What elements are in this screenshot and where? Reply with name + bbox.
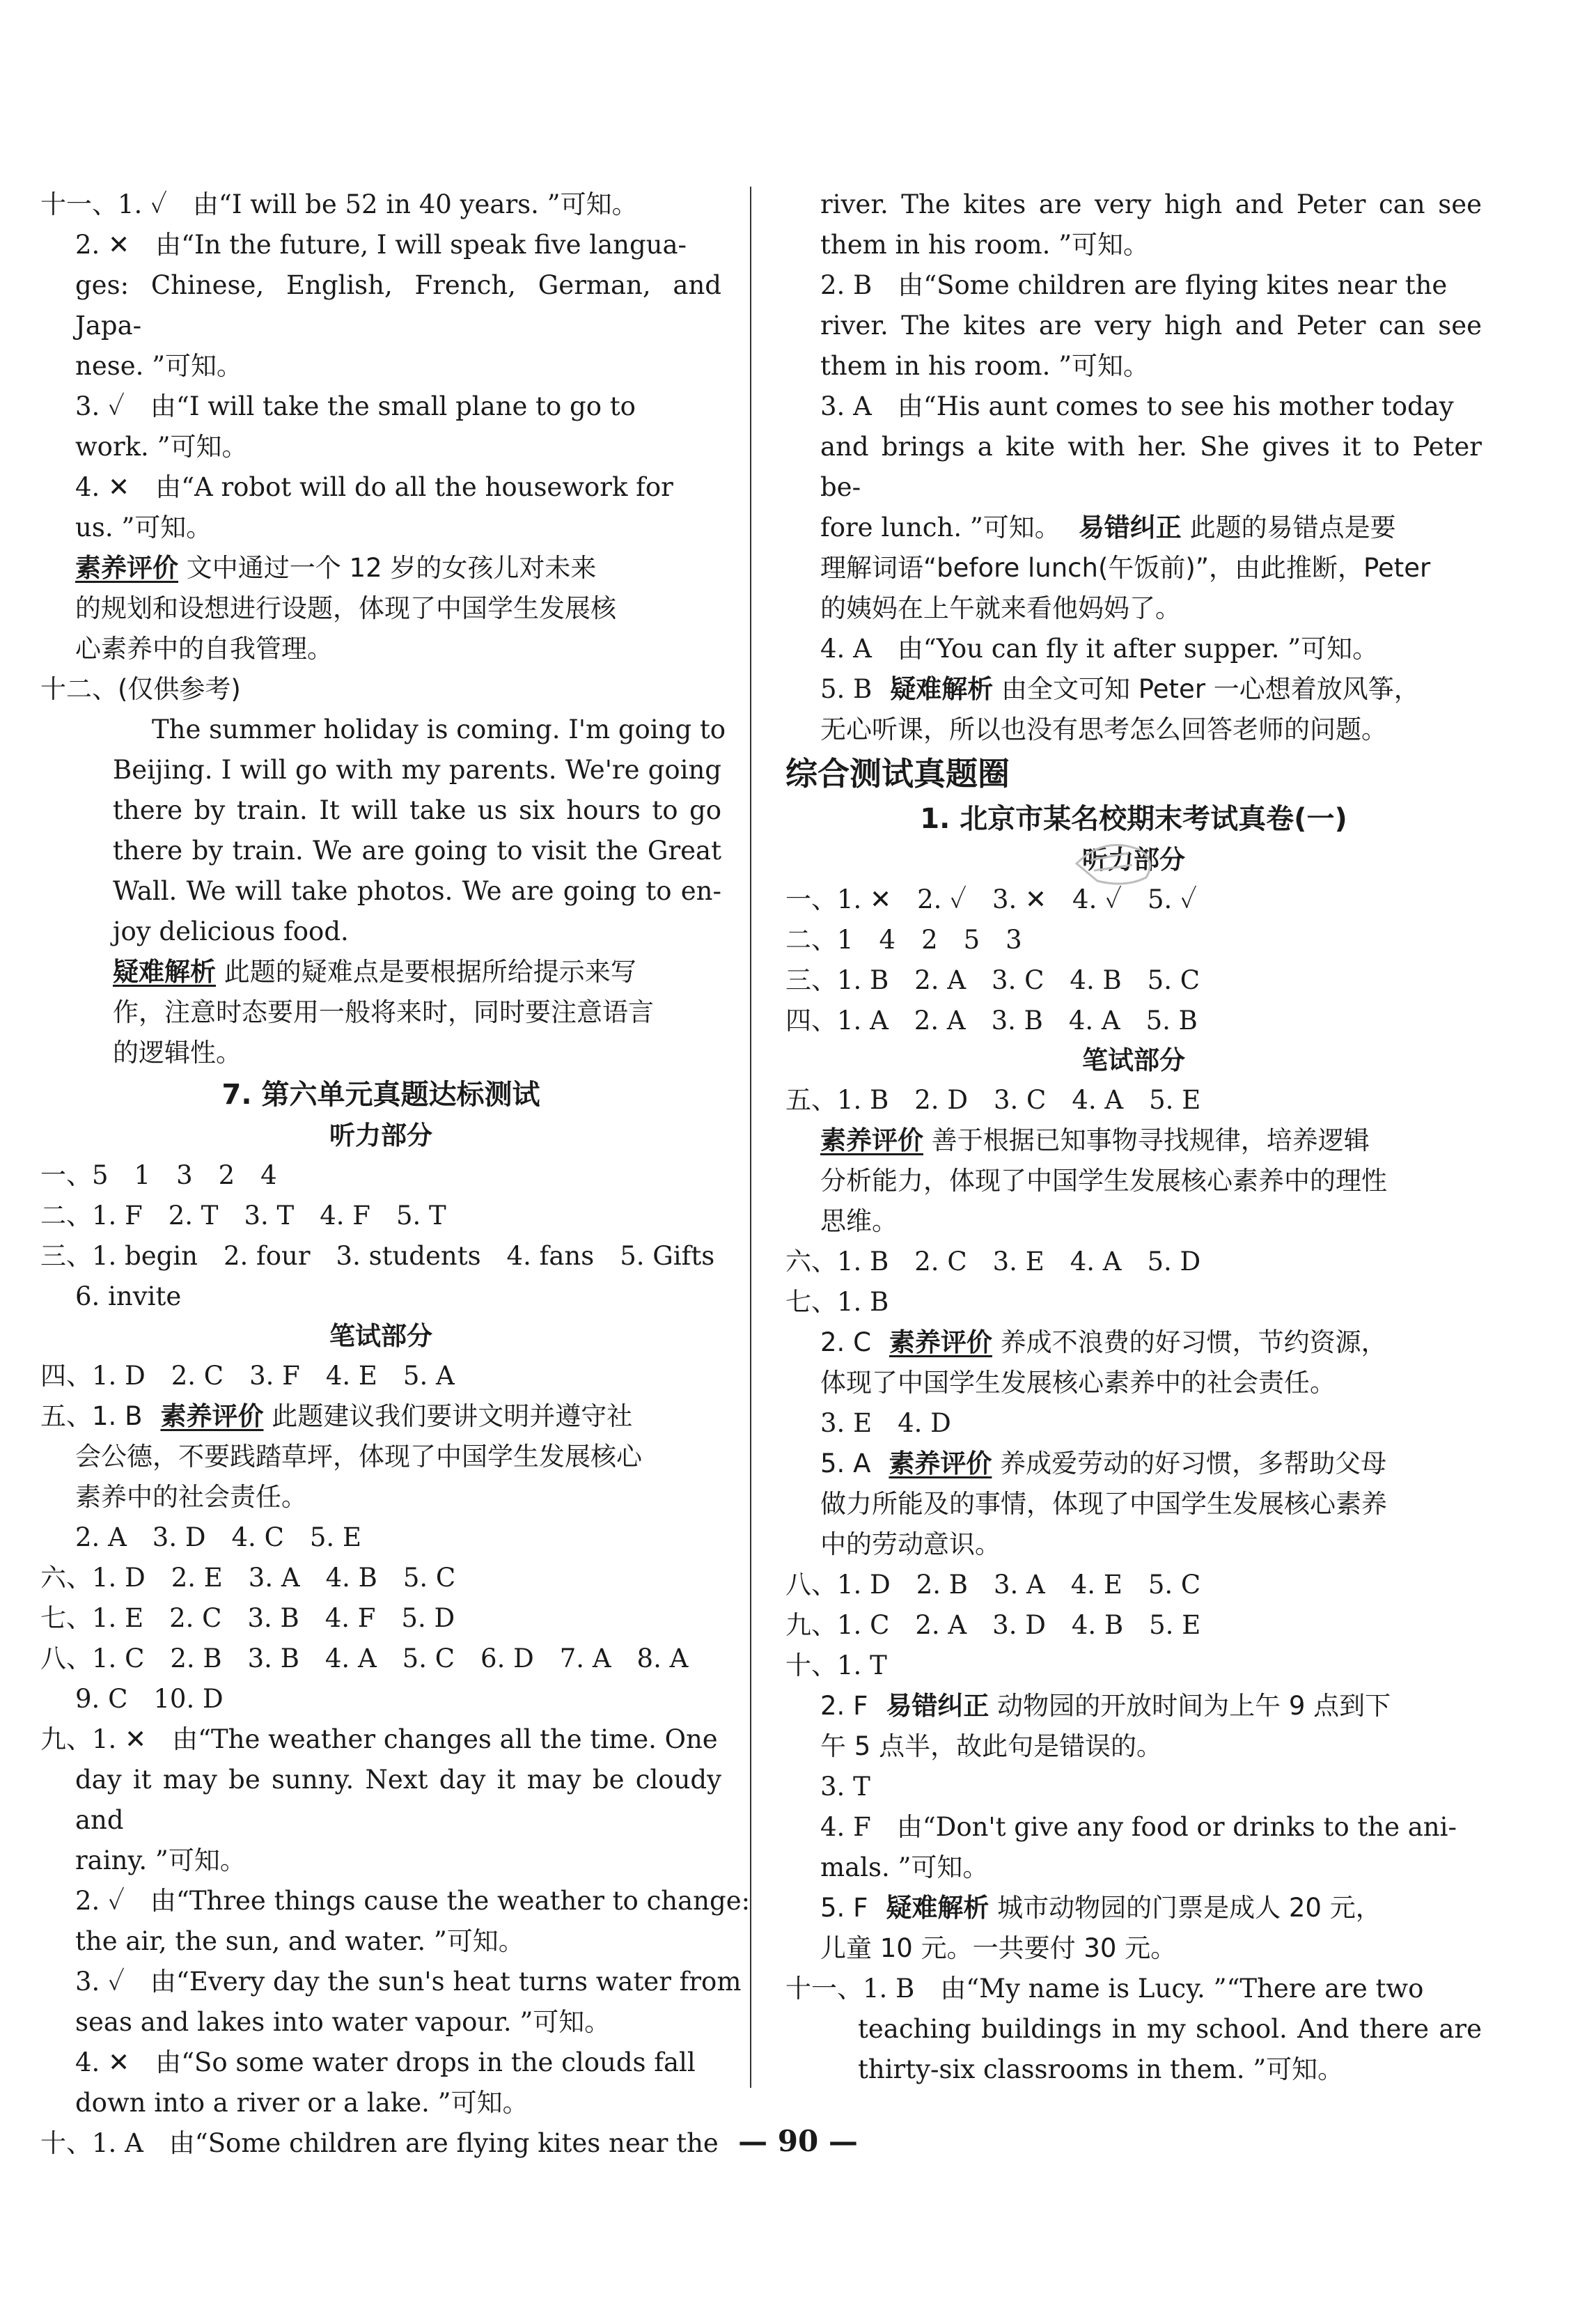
answer-line: 一、5 1 3 2 4 bbox=[40, 1160, 277, 1190]
answer-line: them in his room. ”可知。 bbox=[820, 351, 1150, 381]
note-text: 由全文可知 Peter 一心想着放风筝， bbox=[1001, 674, 1420, 704]
answer-line bbox=[785, 1888, 1482, 1928]
essay-line: The summer holiday is coming. I'm going to bbox=[152, 715, 726, 744]
essay-line: there by train. We are going to visit the Great bbox=[113, 836, 721, 866]
answer-line: 3. A 由“His aunt comes to see his mother today bbox=[820, 391, 1454, 421]
answer-line: and brings a kite with her. She gives it to Peter be- bbox=[820, 432, 1482, 502]
note-tag: 素养评价 bbox=[889, 1449, 992, 1478]
listening-heading: 听力部分 bbox=[1082, 845, 1185, 875]
answer-prefix: 2. F bbox=[820, 1691, 868, 1721]
answer-line: rainy. ”可知。 bbox=[75, 1845, 246, 1875]
note-text: 此题的易错点是要 bbox=[1189, 513, 1396, 542]
note-text: 文中通过一个 12 岁的女孩儿对未来 bbox=[186, 553, 597, 583]
note-text: 此题建议我们要讲文明并遵守社 bbox=[272, 1401, 633, 1431]
answer-line: 五、1. B 2. D 3. C 4. A 5. E bbox=[785, 1085, 1201, 1115]
note-tag: 素养评价 bbox=[820, 1125, 923, 1155]
answer-line: 八、1. D 2. B 3. A 4. E 5. C bbox=[785, 1570, 1201, 1600]
answer-line: 三、1. B 2. A 3. C 4. B 5. C bbox=[785, 965, 1200, 995]
answer-line: 四、1. D 2. C 3. F 4. E 5. A bbox=[40, 1361, 455, 1391]
answer-line bbox=[785, 669, 1482, 710]
answer-line: seas and lakes into water vapour. ”可知。 bbox=[75, 2007, 611, 2037]
note-text: 此题的疑难点是要根据所给提示来写 bbox=[224, 957, 636, 987]
answer-line: 七、1. B bbox=[785, 1287, 889, 1317]
answer-prefix: 5. B bbox=[820, 674, 873, 704]
note-tag: 易错纠正 bbox=[886, 1691, 989, 1721]
answer-line: 3. ✓ 由“I will take the small plane to go to bbox=[75, 391, 636, 421]
answer-prefix: 2. C bbox=[820, 1327, 871, 1357]
answer-line: 3. E 4. D bbox=[820, 1408, 951, 1438]
answer-line bbox=[785, 1444, 1482, 1484]
answer-line bbox=[40, 1396, 721, 1437]
note-line: 儿童 10 元。一共要付 30 元。 bbox=[820, 1933, 1177, 1963]
left-column bbox=[40, 185, 751, 2164]
chapter-title: 综合测试真题圈 bbox=[785, 755, 1010, 793]
note-line: 体现了中国学生发展核心素养中的社会责任。 bbox=[820, 1368, 1336, 1398]
note-tag: 易错纠正 bbox=[1078, 513, 1182, 542]
note-line bbox=[785, 1121, 1482, 1161]
answer-line: mals. ”可知。 bbox=[820, 1852, 989, 1882]
answer-line: thirty-six classrooms in them. ”可知。 bbox=[858, 2054, 1344, 2084]
answer-line: 八、1. C 2. B 3. B 4. A 5. C 6. D 7. A 8. A bbox=[40, 1644, 689, 1673]
answer-line: 一、1. ✕ 2. ✓ 3. ✕ 4. ✓ 5. ✓ bbox=[785, 884, 1197, 914]
essay-line: Beijing. I will go with my parents. We're going bbox=[113, 755, 721, 785]
answer-line: 4. ✕ 由“So some water drops in the clouds fall bbox=[75, 2047, 696, 2077]
answer-line: 2. ✓ 由“Three things cause the weather to change: bbox=[75, 1886, 751, 1916]
note-text: 动物园的开放时间为上午 9 点到下 bbox=[997, 1691, 1391, 1721]
note-line: 午 5 点半，故此句是错误的。 bbox=[820, 1731, 1163, 1761]
answer-line: the air, the sun, and water. ”可知。 bbox=[75, 1926, 524, 1956]
exam-title: 1. 北京市某名校期末考试真卷(一) bbox=[920, 803, 1347, 835]
note-line: 中的劳动意识。 bbox=[820, 1529, 1001, 1559]
answer-line: 六、1. B 2. C 3. E 4. A 5. D bbox=[785, 1247, 1201, 1277]
answer-line: 二、1 4 2 5 3 bbox=[785, 925, 1022, 955]
essay-line: joy delicious food. bbox=[113, 916, 349, 946]
written-heading: 笔试部分 bbox=[1082, 1045, 1185, 1075]
answer-line: 3. T bbox=[820, 1772, 870, 1802]
note-tag: 疑难解析 bbox=[890, 674, 994, 704]
section-head: 十二、(仅供参考) bbox=[40, 674, 241, 704]
page-number: — 90 — bbox=[738, 2124, 858, 2158]
note-line: 的逻辑性。 bbox=[113, 1038, 242, 1068]
answer-prefix: 5. A bbox=[820, 1449, 871, 1478]
answer-line: 2. A 3. D 4. C 5. E bbox=[75, 1522, 361, 1552]
answer-line: 4. F 由“Don't give any food or drinks to the ani- bbox=[820, 1812, 1457, 1842]
answer-line: work. ”可知。 bbox=[75, 432, 248, 462]
answer-line: day it may be sunny. Next day it may be cloudy and bbox=[75, 1765, 721, 1835]
answer-line: 2. ✕ 由“In the future, I will speak five langua- bbox=[75, 230, 687, 260]
written-heading: 笔试部分 bbox=[329, 1321, 432, 1351]
stamp-mark-icon bbox=[1063, 822, 1167, 891]
answer-line: 二、1. F 2. T 3. T 4. F 5. T bbox=[40, 1201, 446, 1231]
answer-line: river. The kites are very high and Peter can see bbox=[820, 311, 1482, 341]
answer-line: 六、1. D 2. E 3. A 4. B 5. C bbox=[40, 1563, 456, 1593]
right-column bbox=[785, 185, 1482, 2090]
answer-line: 九、1. ✕ 由“The weather changes all the time. One bbox=[40, 1724, 718, 1754]
note-tag: 素养评价 bbox=[75, 553, 178, 583]
note-line: 做力所能及的事情，体现了中国学生发展核心素养 bbox=[820, 1489, 1387, 1519]
note-line: 的姨妈在上午就来看他妈妈了。 bbox=[820, 593, 1181, 623]
note-line: 的规划和设想进行设题，体现了中国学生发展核 bbox=[75, 593, 616, 623]
listening-heading: 听力部分 bbox=[329, 1121, 432, 1150]
answer-line bbox=[785, 508, 1482, 548]
note-line: 分析能力，体现了中国学生发展核心素养中的理性 bbox=[820, 1166, 1387, 1196]
answer-line bbox=[785, 1322, 1482, 1363]
answer-line: 四、1. A 2. A 3. B 4. A 5. B bbox=[785, 1006, 1198, 1036]
note-line bbox=[40, 548, 721, 588]
answer-line: ges: Chinese, English, French, German, and Japa- bbox=[75, 270, 721, 341]
answer-line bbox=[785, 1686, 1482, 1726]
note-text: 养成爱劳动的好习惯，多帮助父母 bbox=[1000, 1449, 1387, 1478]
section-title: 7. 第六单元真题达标测试 bbox=[221, 1079, 540, 1111]
note-text: 养成不浪费的好习惯，节约资源， bbox=[1000, 1327, 1387, 1357]
answer-line: 七、1. E 2. C 3. B 4. F 5. D bbox=[40, 1603, 455, 1633]
answer-line: down into a river or a lake. ”可知。 bbox=[75, 2088, 529, 2118]
essay-line: there by train. It will take us six hours to go bbox=[113, 795, 721, 825]
answer-line: 2. B 由“Some children are flying kites near the bbox=[820, 270, 1448, 300]
answer-prefix: 五、1. B bbox=[40, 1401, 143, 1431]
answer-line: us. ”可知。 bbox=[75, 513, 212, 542]
note-tag: 素养评价 bbox=[889, 1327, 992, 1357]
answer-line: 十一、1. B 由“My name is Lucy. ”“There are two bbox=[785, 1974, 1424, 2004]
answer-line: river. The kites are very high and Peter can see bbox=[820, 189, 1482, 219]
answer-prefix: 5. F bbox=[820, 1893, 868, 1923]
answer-line: 9. C 10. D bbox=[75, 1684, 224, 1714]
note-line: 心素养中的自我管理。 bbox=[75, 634, 333, 664]
answer-line: 6. invite bbox=[75, 1281, 182, 1311]
note-line: 理解词语“before lunch(午饭前)”，由此推断，Peter bbox=[820, 553, 1431, 583]
note-line: 素养中的社会责任。 bbox=[75, 1482, 307, 1512]
answer-line: 十一、1. ✓ 由“I will be 52 in 40 years. ”可知。 bbox=[40, 189, 638, 219]
note-line: 无心听课，所以也没有思考怎么回答老师的问题。 bbox=[820, 715, 1387, 744]
note-text: 城市动物园的门票是成人 20 元， bbox=[997, 1893, 1382, 1923]
column-divider bbox=[750, 187, 751, 2088]
answer-line: 九、1. C 2. A 3. D 4. B 5. E bbox=[785, 1610, 1201, 1640]
answer-line: 十、1. A 由“Some children are flying kites near the bbox=[40, 2128, 719, 2158]
answer-line: 4. ✕ 由“A robot will do all the housework for bbox=[75, 472, 673, 502]
answer-text: fore lunch. ”可知。 bbox=[820, 513, 1061, 542]
answer-line: 3. ✓ 由“Every day the sun's heat turns water from bbox=[75, 1967, 742, 1997]
answer-line: teaching buildings in my school. And there are bbox=[858, 2014, 1482, 2044]
note-line: 作，注意时态要用一般将来时，同时要注意语言 bbox=[113, 997, 654, 1027]
note-line: 会公德，不要践踏草坪，体现了中国学生发展核心 bbox=[75, 1442, 642, 1471]
answer-line: 4. A 由“You can fly it after supper. ”可知。 bbox=[820, 634, 1379, 664]
answer-line: 三、1. begin 2. four 3. students 4. fans 5. Gifts bbox=[40, 1241, 715, 1271]
note-tag: 疑难解析 bbox=[886, 1893, 989, 1923]
answer-line: 十、1. T bbox=[785, 1650, 887, 1680]
note-tag: 素养评价 bbox=[160, 1401, 264, 1431]
note-text: 善于根据已知事物寻找规律，培养逻辑 bbox=[931, 1125, 1370, 1155]
essay-line: Wall. We will take photos. We are going to en- bbox=[113, 876, 721, 906]
answer-line: nese. ”可知。 bbox=[75, 351, 243, 381]
note-line bbox=[40, 952, 721, 992]
note-line: 思维。 bbox=[820, 1206, 898, 1236]
answer-line: them in his room. ”可知。 bbox=[820, 230, 1150, 260]
note-tag: 疑难解析 bbox=[113, 957, 216, 987]
